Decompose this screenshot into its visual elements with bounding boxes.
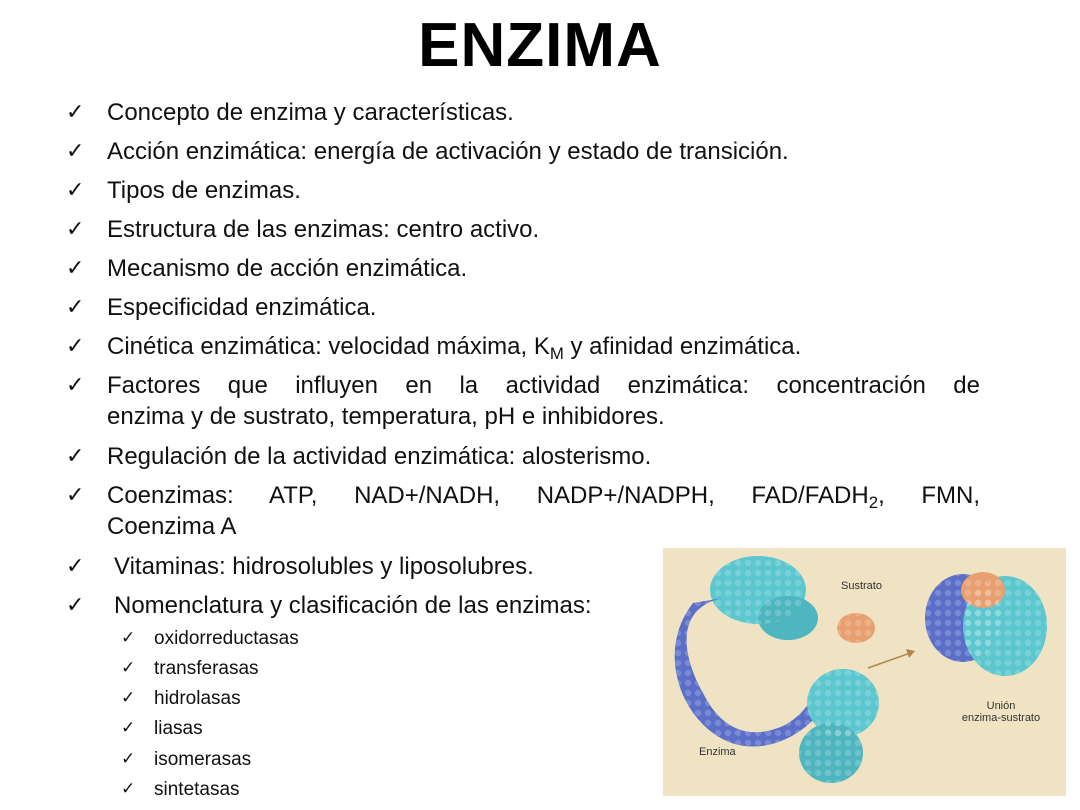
check-icon: ✓: [66, 294, 85, 319]
substrate-label: Sustrato: [841, 580, 882, 592]
list-item-line1: [107, 480, 980, 519]
enzyme-substrate-figure: [663, 548, 1066, 796]
check-icon: ✓: [66, 99, 85, 124]
list-item: Vitaminas: hidrosolubles y liposolubres.: [114, 553, 534, 580]
check-icon: ✓: [66, 443, 85, 468]
sub-list-item: liasas: [154, 718, 203, 739]
coenzymes-text-a: Coenzimas: ATP, NAD+/NADH, NADP+/NADPH, FAD/FADH: [107, 482, 869, 509]
check-icon: ✓: [66, 177, 85, 202]
substrate-shape: [837, 613, 875, 643]
union-label-line1: Unión: [986, 700, 1016, 712]
check-icon: ✓: [66, 592, 85, 617]
kinetics-text-a: Cinética enzimática: velocidad máxima, K: [107, 333, 550, 360]
check-icon: ✓: [121, 628, 136, 647]
km-subscript: M: [549, 344, 564, 364]
list-item: Estructura de las enzimas: centro activo.: [107, 216, 540, 243]
enzyme-bottom-lobe: [799, 669, 879, 783]
list-item-line2: Coenzima A: [107, 513, 237, 540]
check-icon: ✓: [66, 553, 85, 578]
enzyme-label: Enzima: [699, 746, 736, 758]
list-item-line1: Factores que influyen en la actividad enzimática: concentración de: [107, 372, 980, 399]
list-item-line2: enzima y de sustrato, temperatura, pH e inhibidores.: [107, 403, 665, 430]
list-item: Mecanismo de acción enzimática.: [107, 255, 468, 282]
check-icon: ✓: [66, 138, 85, 163]
union-label-line2: enzima-sustrato: [961, 712, 1041, 724]
list-item: Tipos de enzimas.: [107, 177, 301, 204]
fadh-subscript: 2: [868, 493, 879, 513]
coenzymes-text-b: , FMN,: [878, 482, 980, 509]
check-icon: ✓: [121, 718, 136, 737]
check-icon: ✓: [121, 688, 136, 707]
sub-list-item: transferasas: [154, 658, 259, 679]
page-title: ENZIMA: [418, 11, 662, 80]
check-icon: ✓: [66, 255, 85, 280]
sub-list-item: isomerasas: [154, 749, 252, 770]
check-icon: ✓: [121, 779, 136, 798]
list-item: Concepto de enzima y características.: [107, 99, 514, 126]
list-item: Nomenclatura y clasificación de las enzimas:: [114, 592, 592, 619]
complex-shape: [925, 572, 1047, 676]
union-label: [951, 700, 1051, 724]
enzyme-top-lobe: [710, 556, 818, 640]
sub-list-item: hidrolasas: [154, 688, 241, 709]
check-icon: ✓: [121, 658, 136, 677]
sub-list-item: oxidorreductasas: [154, 628, 299, 649]
list-item: Regulación de la actividad enzimática: alosterismo.: [107, 443, 652, 470]
check-icon: ✓: [66, 372, 85, 397]
list-item: [107, 331, 801, 370]
sub-list-item: sintetasas: [154, 779, 240, 800]
check-icon: ✓: [66, 216, 85, 241]
check-icon: ✓: [121, 749, 136, 768]
list-item: Acción enzimática: energía de activación y estado de transición.: [107, 138, 789, 165]
list-item: Especificidad enzimática.: [107, 294, 377, 321]
check-icon: ✓: [66, 482, 85, 507]
arrow-line: [868, 652, 913, 668]
kinetics-text-b: y afinidad enzimática.: [563, 333, 802, 360]
check-icon: ✓: [66, 333, 85, 358]
